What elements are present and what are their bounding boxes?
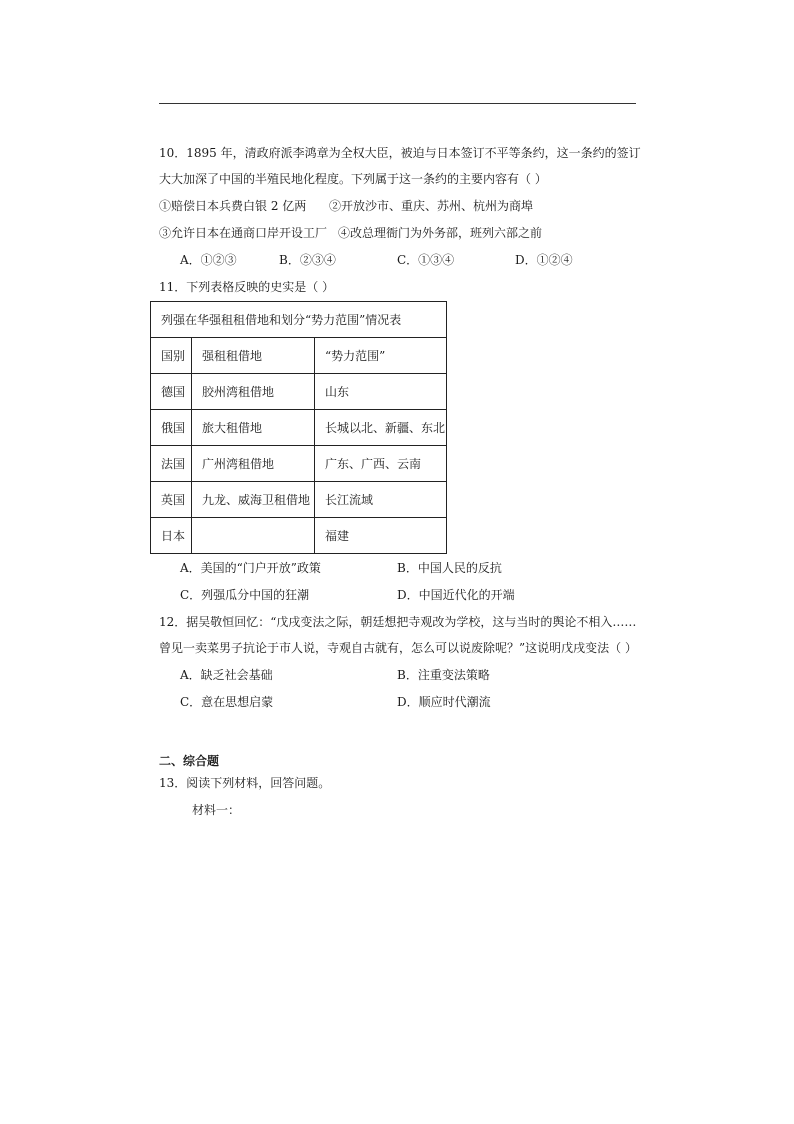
q12-option-c[interactable]: C．意在思想启蒙 bbox=[180, 695, 274, 709]
table-cell: 九龙、威海卫租借地 bbox=[192, 482, 315, 518]
table-cell: 旅大租借地 bbox=[192, 410, 315, 446]
table-cell: 英国 bbox=[151, 482, 192, 518]
table-row bbox=[151, 518, 447, 554]
table-cell: 山东 bbox=[315, 374, 447, 410]
table-header-row bbox=[151, 338, 447, 374]
q10-stem-line2: 大大加深了中国的半殖民地化程度。下列属于这一条约的主要内容有（ ） bbox=[159, 172, 547, 186]
table-cell: 长江流域 bbox=[315, 482, 447, 518]
table-cell: 俄国 bbox=[151, 410, 192, 446]
q12-option-a[interactable]: A．缺乏社会基础 bbox=[180, 668, 273, 682]
q10-item-4: ④改总理衙门为外务部，班列六部之前 bbox=[338, 226, 543, 240]
table-cell: 德国 bbox=[151, 374, 192, 410]
header-rule bbox=[159, 103, 636, 104]
q12-option-b[interactable]: B．注重变法策略 bbox=[397, 668, 490, 682]
q10-item-3: ③允许日本在通商口岸开设工厂 bbox=[159, 226, 328, 240]
table-cell: 日本 bbox=[151, 518, 192, 554]
table-row bbox=[151, 446, 447, 482]
q10-option-a[interactable]: A．①②③ bbox=[180, 253, 237, 267]
q10-stem-line1: 10．1895 年，清政府派李鸿章为全权大臣，被迫与日本签订不平等条约，这一条约的签订 bbox=[159, 146, 641, 160]
q10-option-b[interactable]: B．②③④ bbox=[279, 253, 336, 267]
q11-option-c[interactable]: C．列强瓜分中国的狂潮 bbox=[180, 588, 310, 602]
section-title: 二、综合题 bbox=[159, 754, 220, 768]
table-cell: 广州湾租借地 bbox=[192, 446, 315, 482]
q12-stem-line1: 12．据吴敬恒回忆：“戊戌变法之际，朝廷想把寺观改为学校，这与当时的舆论不相入…… bbox=[159, 615, 637, 629]
table-header-cell: “势力范围” bbox=[315, 338, 447, 374]
q11-option-d[interactable]: D．中国近代化的开端 bbox=[397, 588, 515, 602]
table-header-cell: 国别 bbox=[151, 338, 192, 374]
q10-item-2: ②开放沙市、重庆、苏州、杭州为商埠 bbox=[329, 199, 534, 213]
q10-option-d[interactable]: D．①②④ bbox=[515, 253, 573, 267]
q10-item-1: ①赔偿日本兵费白银 2 亿两 bbox=[159, 199, 307, 213]
q11-option-a[interactable]: A．美国的“门户开放”政策 bbox=[180, 561, 321, 575]
table-caption-row bbox=[151, 302, 447, 338]
table-row bbox=[151, 410, 447, 446]
table-row bbox=[151, 482, 447, 518]
q13-stem: 13．阅读下列材料，回答问题。 bbox=[159, 776, 331, 790]
q11-option-b[interactable]: B．中国人民的反抗 bbox=[397, 561, 502, 575]
table-cell: 胶州湾租借地 bbox=[192, 374, 315, 410]
table-cell: 广东、广西、云南 bbox=[315, 446, 447, 482]
powers-leased-territory-table bbox=[150, 301, 447, 554]
table-header-cell: 强租租借地 bbox=[192, 338, 315, 374]
table-caption: 列强在华强租租借地和划分“势力范围”情况表 bbox=[151, 302, 447, 338]
material-one-label: 材料一： bbox=[192, 803, 241, 817]
q12-stem-line2: 曾见一卖菜男子抗论于市人说，寺观自古就有，怎么可以说废除呢？”这说明戊戌变法（ ） bbox=[159, 641, 637, 655]
table-cell: 福建 bbox=[315, 518, 447, 554]
table-cell: 法国 bbox=[151, 446, 192, 482]
q12-option-d[interactable]: D．顺应时代潮流 bbox=[397, 695, 491, 709]
q11-stem: 11．下列表格反映的史实是（ ） bbox=[159, 280, 335, 294]
table-cell: 长城以北、新疆、东北 bbox=[315, 410, 447, 446]
table-cell bbox=[192, 518, 315, 554]
table-row bbox=[151, 374, 447, 410]
q10-option-c[interactable]: C．①③④ bbox=[397, 253, 455, 267]
